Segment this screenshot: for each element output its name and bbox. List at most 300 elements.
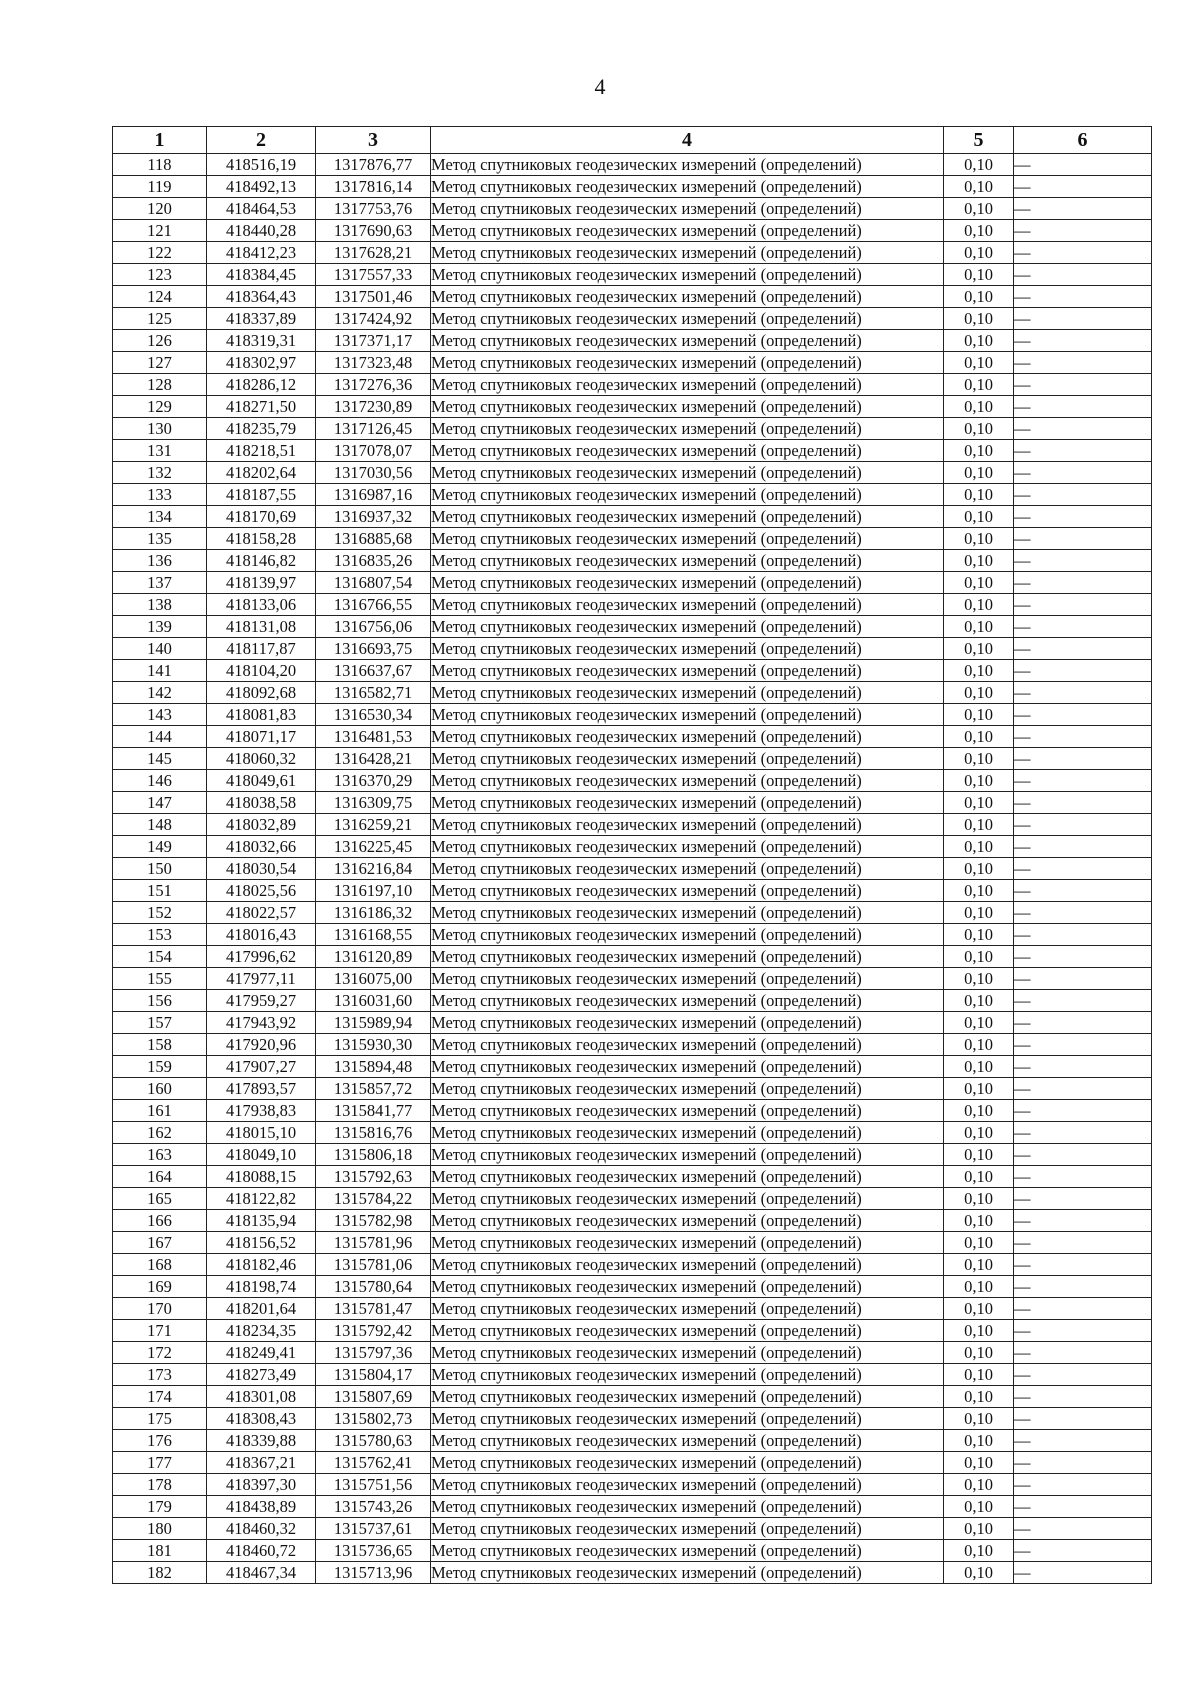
y-coordinate-cell: 1315807,69 (316, 1386, 431, 1408)
method-cell: Метод спутниковых геодезических измерений (определений) (431, 594, 944, 616)
accuracy-cell: 0,10 (944, 1540, 1014, 1562)
y-coordinate-cell: 1316186,32 (316, 902, 431, 924)
y-coordinate-cell: 1315780,64 (316, 1276, 431, 1298)
y-coordinate-cell: 1316481,53 (316, 726, 431, 748)
table-row (113, 594, 1152, 616)
point-number-cell: 124 (113, 286, 207, 308)
method-cell: Метод спутниковых геодезических измерений (определений) (431, 264, 944, 286)
x-coordinate-cell: 418319,31 (207, 330, 316, 352)
x-coordinate-cell: 417996,62 (207, 946, 316, 968)
table-row (113, 858, 1152, 880)
y-coordinate-cell: 1315737,61 (316, 1518, 431, 1540)
description-cell: — (1014, 660, 1152, 682)
method-cell: Метод спутниковых геодезических измерений (определений) (431, 660, 944, 682)
x-coordinate-cell: 418302,97 (207, 352, 316, 374)
method-cell: Метод спутниковых геодезических измерений (определений) (431, 616, 944, 638)
point-number-cell: 167 (113, 1232, 207, 1254)
description-cell: — (1014, 528, 1152, 550)
x-coordinate-cell: 418364,43 (207, 286, 316, 308)
description-cell: — (1014, 1320, 1152, 1342)
x-coordinate-cell: 418016,43 (207, 924, 316, 946)
y-coordinate-cell: 1315792,63 (316, 1166, 431, 1188)
x-coordinate-cell: 418464,53 (207, 198, 316, 220)
accuracy-cell: 0,10 (944, 682, 1014, 704)
point-number-cell: 177 (113, 1452, 207, 1474)
y-coordinate-cell: 1315762,41 (316, 1452, 431, 1474)
point-number-cell: 172 (113, 1342, 207, 1364)
accuracy-cell: 0,10 (944, 836, 1014, 858)
x-coordinate-cell: 417959,27 (207, 990, 316, 1012)
y-coordinate-cell: 1315792,42 (316, 1320, 431, 1342)
y-coordinate-cell: 1316835,26 (316, 550, 431, 572)
point-number-cell: 166 (113, 1210, 207, 1232)
table-row (113, 462, 1152, 484)
table-row (113, 1452, 1152, 1474)
description-cell: — (1014, 1188, 1152, 1210)
description-cell: — (1014, 264, 1152, 286)
method-cell: Метод спутниковых геодезических измерений (определений) (431, 748, 944, 770)
accuracy-cell: 0,10 (944, 880, 1014, 902)
x-coordinate-cell: 418460,32 (207, 1518, 316, 1540)
x-coordinate-cell: 418117,87 (207, 638, 316, 660)
y-coordinate-cell: 1316168,55 (316, 924, 431, 946)
table-row (113, 506, 1152, 528)
accuracy-cell: 0,10 (944, 946, 1014, 968)
description-cell: — (1014, 484, 1152, 506)
accuracy-cell: 0,10 (944, 1056, 1014, 1078)
method-cell: Метод спутниковых геодезических измерений (определений) (431, 220, 944, 242)
y-coordinate-cell: 1316987,16 (316, 484, 431, 506)
table-row (113, 1276, 1152, 1298)
description-cell: — (1014, 1342, 1152, 1364)
point-number-cell: 176 (113, 1430, 207, 1452)
y-coordinate-cell: 1317126,45 (316, 418, 431, 440)
y-coordinate-cell: 1315841,77 (316, 1100, 431, 1122)
x-coordinate-cell: 418156,52 (207, 1232, 316, 1254)
description-cell: — (1014, 462, 1152, 484)
description-cell: — (1014, 1386, 1152, 1408)
x-coordinate-cell: 418049,61 (207, 770, 316, 792)
method-cell: Метод спутниковых геодезических измерений (определений) (431, 638, 944, 660)
x-coordinate-cell: 418104,20 (207, 660, 316, 682)
header-row (113, 127, 1152, 154)
accuracy-cell: 0,10 (944, 484, 1014, 506)
description-cell: — (1014, 1034, 1152, 1056)
description-cell: — (1014, 308, 1152, 330)
method-cell: Метод спутниковых геодезических измерений (определений) (431, 1166, 944, 1188)
x-coordinate-cell: 418025,56 (207, 880, 316, 902)
y-coordinate-cell: 1315781,96 (316, 1232, 431, 1254)
table-row (113, 396, 1152, 418)
table-row (113, 968, 1152, 990)
description-cell: — (1014, 1254, 1152, 1276)
description-cell: — (1014, 858, 1152, 880)
table-row (113, 1056, 1152, 1078)
accuracy-cell: 0,10 (944, 1144, 1014, 1166)
description-cell: — (1014, 440, 1152, 462)
y-coordinate-cell: 1316937,32 (316, 506, 431, 528)
y-coordinate-cell: 1315782,98 (316, 1210, 431, 1232)
accuracy-cell: 0,10 (944, 176, 1014, 198)
y-coordinate-cell: 1315781,06 (316, 1254, 431, 1276)
point-number-cell: 162 (113, 1122, 207, 1144)
point-number-cell: 127 (113, 352, 207, 374)
description-cell: — (1014, 726, 1152, 748)
y-coordinate-cell: 1316756,06 (316, 616, 431, 638)
method-cell: Метод спутниковых геодезических измерений (определений) (431, 946, 944, 968)
y-coordinate-cell: 1316807,54 (316, 572, 431, 594)
y-coordinate-cell: 1316031,60 (316, 990, 431, 1012)
method-cell: Метод спутниковых геодезических измерений (определений) (431, 440, 944, 462)
table-row (113, 946, 1152, 968)
table-row (113, 1034, 1152, 1056)
y-coordinate-cell: 1315736,65 (316, 1540, 431, 1562)
x-coordinate-cell: 418460,72 (207, 1540, 316, 1562)
x-coordinate-cell: 418308,43 (207, 1408, 316, 1430)
description-cell: — (1014, 330, 1152, 352)
method-cell: Метод спутниковых геодезических измерений (определений) (431, 1386, 944, 1408)
table-row (113, 374, 1152, 396)
description-cell: — (1014, 242, 1152, 264)
table-row (113, 550, 1152, 572)
x-coordinate-cell: 418234,35 (207, 1320, 316, 1342)
method-cell: Метод спутниковых геодезических измерений (определений) (431, 1254, 944, 1276)
table-row (113, 264, 1152, 286)
description-cell: — (1014, 1232, 1152, 1254)
accuracy-cell: 0,10 (944, 352, 1014, 374)
point-number-cell: 129 (113, 396, 207, 418)
table-row (113, 1342, 1152, 1364)
accuracy-cell: 0,10 (944, 616, 1014, 638)
y-coordinate-cell: 1316120,89 (316, 946, 431, 968)
y-coordinate-cell: 1316216,84 (316, 858, 431, 880)
method-cell: Метод спутниковых геодезических измерений (определений) (431, 198, 944, 220)
point-number-cell: 179 (113, 1496, 207, 1518)
point-number-cell: 181 (113, 1540, 207, 1562)
table-row (113, 1012, 1152, 1034)
y-coordinate-cell: 1317501,46 (316, 286, 431, 308)
y-coordinate-cell: 1315806,18 (316, 1144, 431, 1166)
y-coordinate-cell: 1317557,33 (316, 264, 431, 286)
point-number-cell: 122 (113, 242, 207, 264)
y-coordinate-cell: 1317816,14 (316, 176, 431, 198)
description-cell: — (1014, 770, 1152, 792)
description-cell: — (1014, 396, 1152, 418)
x-coordinate-cell: 418088,15 (207, 1166, 316, 1188)
y-coordinate-cell: 1316582,71 (316, 682, 431, 704)
x-coordinate-cell: 418273,49 (207, 1364, 316, 1386)
x-coordinate-cell: 417977,11 (207, 968, 316, 990)
accuracy-cell: 0,10 (944, 594, 1014, 616)
x-coordinate-cell: 418301,08 (207, 1386, 316, 1408)
table-row (113, 176, 1152, 198)
method-cell: Метод спутниковых геодезических измерений (определений) (431, 462, 944, 484)
description-cell: — (1014, 1078, 1152, 1100)
point-number-cell: 171 (113, 1320, 207, 1342)
table-row (113, 836, 1152, 858)
y-coordinate-cell: 1315743,26 (316, 1496, 431, 1518)
description-cell: — (1014, 990, 1152, 1012)
accuracy-cell: 0,10 (944, 1452, 1014, 1474)
accuracy-cell: 0,10 (944, 1012, 1014, 1034)
y-coordinate-cell: 1315930,30 (316, 1034, 431, 1056)
x-coordinate-cell: 418271,50 (207, 396, 316, 418)
method-cell: Метод спутниковых геодезических измерений (определений) (431, 396, 944, 418)
point-number-cell: 150 (113, 858, 207, 880)
point-number-cell: 148 (113, 814, 207, 836)
point-number-cell: 182 (113, 1562, 207, 1584)
table-row (113, 726, 1152, 748)
table-row (113, 484, 1152, 506)
accuracy-cell: 0,10 (944, 638, 1014, 660)
point-number-cell: 180 (113, 1518, 207, 1540)
y-coordinate-cell: 1316309,75 (316, 792, 431, 814)
accuracy-cell: 0,10 (944, 264, 1014, 286)
point-number-cell: 164 (113, 1166, 207, 1188)
x-coordinate-cell: 418397,30 (207, 1474, 316, 1496)
table-row (113, 308, 1152, 330)
method-cell: Метод спутниковых геодезических измерений (определений) (431, 242, 944, 264)
description-cell: — (1014, 1496, 1152, 1518)
accuracy-cell: 0,10 (944, 1364, 1014, 1386)
method-cell: Метод спутниковых геодезических измерений (определений) (431, 1518, 944, 1540)
table-row (113, 880, 1152, 902)
accuracy-cell: 0,10 (944, 792, 1014, 814)
table-row (113, 1254, 1152, 1276)
method-cell: Метод спутниковых геодезических измерений (определений) (431, 528, 944, 550)
table-row (113, 814, 1152, 836)
method-cell: Метод спутниковых геодезических измерений (определений) (431, 1496, 944, 1518)
method-cell: Метод спутниковых геодезических измерений (определений) (431, 1540, 944, 1562)
x-coordinate-cell: 418286,12 (207, 374, 316, 396)
method-cell: Метод спутниковых геодезических измерений (определений) (431, 330, 944, 352)
accuracy-cell: 0,10 (944, 1474, 1014, 1496)
point-number-cell: 168 (113, 1254, 207, 1276)
x-coordinate-cell: 418158,28 (207, 528, 316, 550)
y-coordinate-cell: 1315802,73 (316, 1408, 431, 1430)
y-coordinate-cell: 1315804,17 (316, 1364, 431, 1386)
table-row (113, 286, 1152, 308)
method-cell: Метод спутниковых геодезических измерений (определений) (431, 1232, 944, 1254)
method-cell: Метод спутниковых геодезических измерений (определений) (431, 1122, 944, 1144)
method-cell: Метод спутниковых геодезических измерений (определений) (431, 1320, 944, 1342)
y-coordinate-cell: 1315797,36 (316, 1342, 431, 1364)
y-coordinate-cell: 1316075,00 (316, 968, 431, 990)
accuracy-cell: 0,10 (944, 1034, 1014, 1056)
description-cell: — (1014, 374, 1152, 396)
method-cell: Метод спутниковых геодезических измерений (определений) (431, 836, 944, 858)
method-cell: Метод спутниковых геодезических измерений (определений) (431, 154, 944, 176)
x-coordinate-cell: 418249,41 (207, 1342, 316, 1364)
method-cell: Метод спутниковых геодезических измерений (определений) (431, 1034, 944, 1056)
point-number-cell: 120 (113, 198, 207, 220)
y-coordinate-cell: 1317424,92 (316, 308, 431, 330)
header-col-4: 4 (431, 127, 944, 154)
description-cell: — (1014, 1100, 1152, 1122)
x-coordinate-cell: 418201,64 (207, 1298, 316, 1320)
point-number-cell: 121 (113, 220, 207, 242)
accuracy-cell: 0,10 (944, 1430, 1014, 1452)
point-number-cell: 152 (113, 902, 207, 924)
x-coordinate-cell: 418049,10 (207, 1144, 316, 1166)
method-cell: Метод спутниковых геодезических измерений (определений) (431, 990, 944, 1012)
x-coordinate-cell: 417943,92 (207, 1012, 316, 1034)
accuracy-cell: 0,10 (944, 924, 1014, 946)
x-coordinate-cell: 418440,28 (207, 220, 316, 242)
method-cell: Метод спутниковых геодезических измерений (определений) (431, 1012, 944, 1034)
x-coordinate-cell: 418467,34 (207, 1562, 316, 1584)
table-row (113, 440, 1152, 462)
table-row (113, 1562, 1152, 1584)
table-row (113, 1188, 1152, 1210)
x-coordinate-cell: 418218,51 (207, 440, 316, 462)
y-coordinate-cell: 1316259,21 (316, 814, 431, 836)
accuracy-cell: 0,10 (944, 1210, 1014, 1232)
x-coordinate-cell: 418187,55 (207, 484, 316, 506)
y-coordinate-cell: 1317371,17 (316, 330, 431, 352)
table-row (113, 528, 1152, 550)
method-cell: Метод спутниковых геодезических измерений (определений) (431, 858, 944, 880)
accuracy-cell: 0,10 (944, 374, 1014, 396)
method-cell: Метод спутниковых геодезических измерений (определений) (431, 814, 944, 836)
accuracy-cell: 0,10 (944, 242, 1014, 264)
method-cell: Метод спутниковых геодезических измерений (определений) (431, 1298, 944, 1320)
method-cell: Метод спутниковых геодезических измерений (определений) (431, 726, 944, 748)
description-cell: — (1014, 792, 1152, 814)
method-cell: Метод спутниковых геодезических измерений (определений) (431, 550, 944, 572)
table-row (113, 1540, 1152, 1562)
x-coordinate-cell: 418139,97 (207, 572, 316, 594)
description-cell: — (1014, 1474, 1152, 1496)
x-coordinate-cell: 417938,83 (207, 1100, 316, 1122)
description-cell: — (1014, 616, 1152, 638)
point-number-cell: 143 (113, 704, 207, 726)
point-number-cell: 170 (113, 1298, 207, 1320)
description-cell: — (1014, 594, 1152, 616)
description-cell: — (1014, 814, 1152, 836)
method-cell: Метод спутниковых геодезических измерений (определений) (431, 1210, 944, 1232)
x-coordinate-cell: 418170,69 (207, 506, 316, 528)
x-coordinate-cell: 418412,23 (207, 242, 316, 264)
accuracy-cell: 0,10 (944, 968, 1014, 990)
table-row (113, 1232, 1152, 1254)
description-cell: — (1014, 1408, 1152, 1430)
table-row (113, 1496, 1152, 1518)
y-coordinate-cell: 1315989,94 (316, 1012, 431, 1034)
x-coordinate-cell: 418339,88 (207, 1430, 316, 1452)
description-cell: — (1014, 1276, 1152, 1298)
x-coordinate-cell: 417907,27 (207, 1056, 316, 1078)
y-coordinate-cell: 1315781,47 (316, 1298, 431, 1320)
point-number-cell: 146 (113, 770, 207, 792)
description-cell: — (1014, 704, 1152, 726)
point-number-cell: 134 (113, 506, 207, 528)
description-cell: — (1014, 902, 1152, 924)
accuracy-cell: 0,10 (944, 550, 1014, 572)
description-cell: — (1014, 1364, 1152, 1386)
table-row (113, 770, 1152, 792)
table-row (113, 418, 1152, 440)
accuracy-cell: 0,10 (944, 308, 1014, 330)
table-row (113, 902, 1152, 924)
y-coordinate-cell: 1316637,67 (316, 660, 431, 682)
description-cell: — (1014, 836, 1152, 858)
header-col-2: 2 (207, 127, 316, 154)
method-cell: Метод спутниковых геодезических измерений (определений) (431, 484, 944, 506)
method-cell: Метод спутниковых геодезических измерений (определений) (431, 1188, 944, 1210)
point-number-cell: 165 (113, 1188, 207, 1210)
description-cell: — (1014, 572, 1152, 594)
method-cell: Метод спутниковых геодезических измерений (определений) (431, 572, 944, 594)
point-number-cell: 157 (113, 1012, 207, 1034)
x-coordinate-cell: 418122,82 (207, 1188, 316, 1210)
description-cell: — (1014, 1540, 1152, 1562)
point-number-cell: 161 (113, 1100, 207, 1122)
method-cell: Метод спутниковых геодезических измерений (определений) (431, 1452, 944, 1474)
method-cell: Метод спутниковых геодезических измерений (определений) (431, 176, 944, 198)
table-row (113, 990, 1152, 1012)
table-row (113, 198, 1152, 220)
y-coordinate-cell: 1317876,77 (316, 154, 431, 176)
header-col-5: 5 (944, 127, 1014, 154)
description-cell: — (1014, 1430, 1152, 1452)
point-number-cell: 173 (113, 1364, 207, 1386)
point-number-cell: 126 (113, 330, 207, 352)
description-cell: — (1014, 1210, 1152, 1232)
y-coordinate-cell: 1316766,55 (316, 594, 431, 616)
y-coordinate-cell: 1316693,75 (316, 638, 431, 660)
description-cell: — (1014, 924, 1152, 946)
table-row (113, 1430, 1152, 1452)
table-row (113, 1474, 1152, 1496)
y-coordinate-cell: 1317753,76 (316, 198, 431, 220)
x-coordinate-cell: 418133,06 (207, 594, 316, 616)
accuracy-cell: 0,10 (944, 506, 1014, 528)
accuracy-cell: 0,10 (944, 286, 1014, 308)
point-number-cell: 137 (113, 572, 207, 594)
description-cell: — (1014, 1452, 1152, 1474)
table-row (113, 660, 1152, 682)
table-row (113, 1166, 1152, 1188)
x-coordinate-cell: 418492,13 (207, 176, 316, 198)
y-coordinate-cell: 1316530,34 (316, 704, 431, 726)
accuracy-cell: 0,10 (944, 1496, 1014, 1518)
x-coordinate-cell: 418060,32 (207, 748, 316, 770)
y-coordinate-cell: 1317276,36 (316, 374, 431, 396)
point-number-cell: 158 (113, 1034, 207, 1056)
x-coordinate-cell: 418015,10 (207, 1122, 316, 1144)
x-coordinate-cell: 418022,57 (207, 902, 316, 924)
description-cell: — (1014, 1056, 1152, 1078)
point-number-cell: 141 (113, 660, 207, 682)
point-number-cell: 128 (113, 374, 207, 396)
accuracy-cell: 0,10 (944, 902, 1014, 924)
x-coordinate-cell: 418146,82 (207, 550, 316, 572)
point-number-cell: 142 (113, 682, 207, 704)
point-number-cell: 132 (113, 462, 207, 484)
table-row (113, 242, 1152, 264)
x-coordinate-cell: 418182,46 (207, 1254, 316, 1276)
point-number-cell: 123 (113, 264, 207, 286)
x-coordinate-cell: 418032,66 (207, 836, 316, 858)
coordinates-table (112, 126, 1152, 1584)
x-coordinate-cell: 418038,58 (207, 792, 316, 814)
point-number-cell: 155 (113, 968, 207, 990)
description-cell: — (1014, 176, 1152, 198)
description-cell: — (1014, 968, 1152, 990)
table-row (113, 1210, 1152, 1232)
method-cell: Метод спутниковых геодезических измерений (определений) (431, 1056, 944, 1078)
